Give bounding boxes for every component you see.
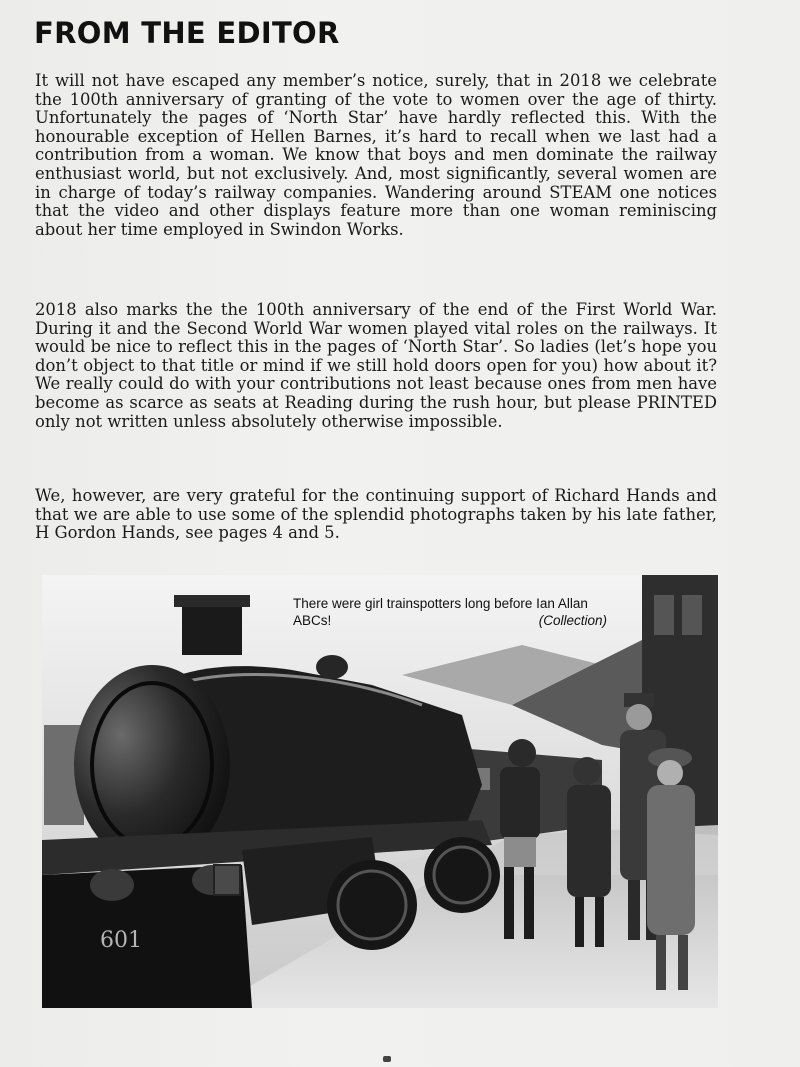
editorial-paragraph-1: It will not have escaped any member’s notice, surely, that in 2018 we celebrate the 100th anniversary of granting of the vote to women over the age of thirty. Unfortunately the pages of ‘North Star’ have hardly reflected this. With the honourable exception of Hellen Barnes, it’s hard to recall when we last had a contribution from a woman. We know that boys and men dominate the railway enthusiast world, but not exclusively. And, most significantly, several women are in charge of today’s railway companies. Wandering around STEAM one notices that the video and other displays feature more than one woman reminiscing about her time employed in Swindon Works.	[35, 71, 717, 239]
page-title: FROM THE EDITOR	[34, 16, 340, 50]
caption-text: There were girl trainspotters long before Ian Allan ABCs!	[293, 596, 588, 628]
editorial-paragraph-3: We, however, are very grateful for the continuing support of Richard Hands and that we are able to use some of the splendid photographs taken by his late father, H Gordon Hands, see pages 4 and 5.	[35, 486, 717, 543]
loco-number-plate: 601	[100, 928, 142, 953]
steam-locomotive-photo	[42, 575, 718, 1008]
editorial-paragraph-2: 2018 also marks the the 100th anniversary of the end of the First World War. During it and the Second World War women played vital roles on the railways. It would be nice to reflect this in the pages of ‘North Star’. So ladies (let’s hope you don’t object to that title or mind if we still hold doors open for you) how about it? We really could do with your contributions not least because ones from men have become as scarce as seats at Reading during the rush hour, but please PRINTED only not written unless absolutely otherwise impossible.	[35, 300, 717, 431]
photo-illustration	[42, 575, 718, 1008]
page-number-mark	[383, 1056, 391, 1062]
photo-credit: (Collection)	[538, 613, 607, 628]
photo-caption	[293, 595, 607, 629]
